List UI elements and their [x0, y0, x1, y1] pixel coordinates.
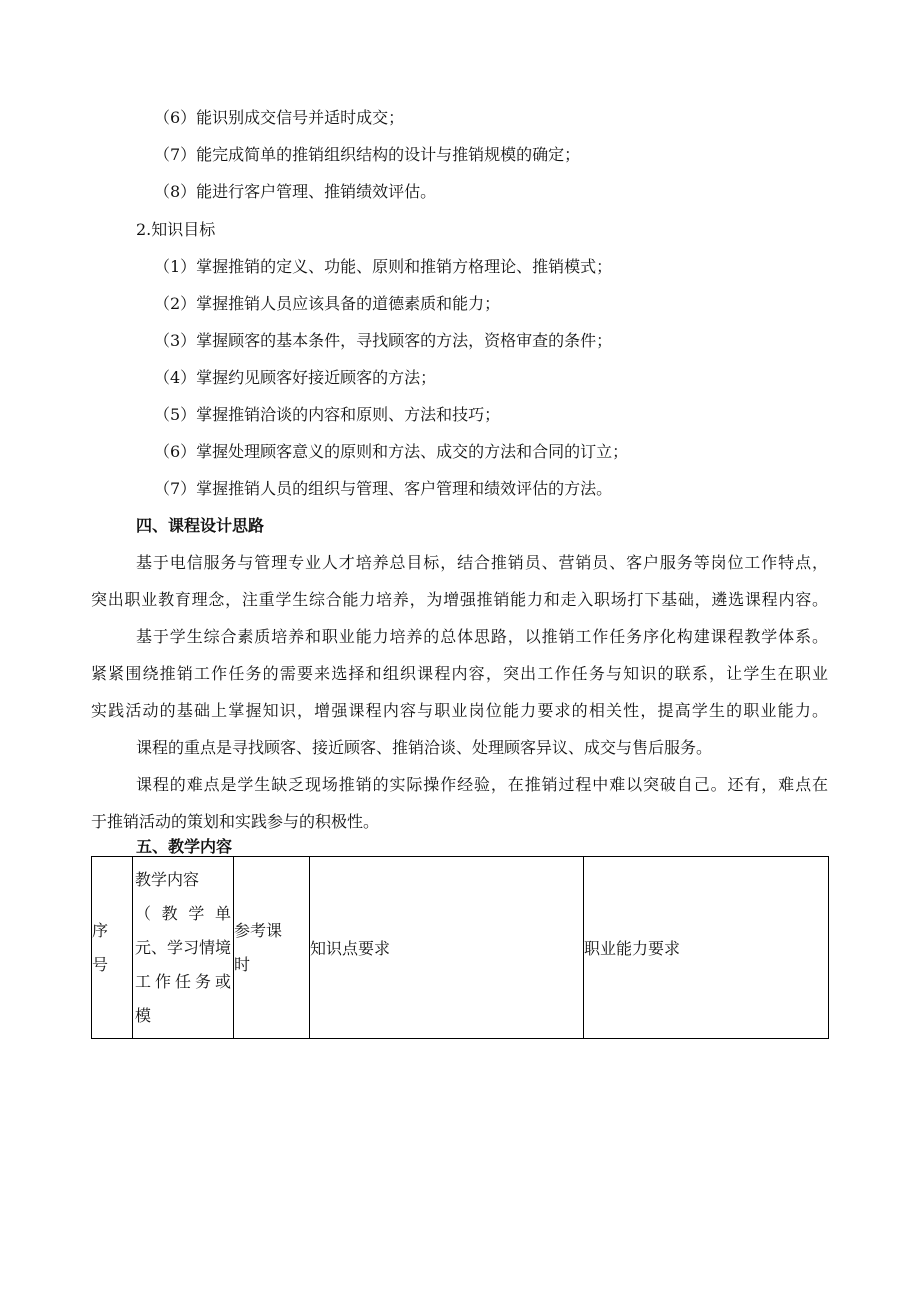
section4-p4-line2: 于推销活动的策划和实践参与的积极性。: [91, 812, 380, 831]
section4-heading: 四、课程设计思路: [136, 516, 265, 535]
section4-p2-line3: 实践活动的基础上掌握知识，增强课程内容与职业岗位能力要求的相关性，提高学生的职业能力。: [91, 701, 828, 720]
section4-p3: 课程的重点是寻找顾客、接近顾客、推销洽谈、处理顾客异议、成交与售后服务。: [136, 738, 713, 757]
header-content-line-3: 元、学习情境: [135, 937, 232, 957]
knowledge-item-3: （3）掌握顾客的基本条件，寻找顾客的方法，资格审查的条件；: [154, 331, 613, 350]
section5-heading: 五、教学内容: [136, 837, 233, 856]
section4-p1-line2: 突出职业教育理念，注重学生综合能力培养，为增强推销能力和走入职场打下基础，遴选课程内容。: [91, 590, 828, 609]
knowledge-item-2: （2）掌握推销人员应该具备的道德素质和能力；: [154, 294, 501, 313]
knowledge-item-4: （4）掌握约见顾客好接近顾客的方法；: [154, 368, 437, 387]
knowledge-item-7: （7）掌握推销人员的组织与管理、客户管理和绩效评估的方法。: [154, 479, 613, 498]
knowledge-item-1: （1）掌握推销的定义、功能、原则和推销方格理论、推销模式；: [154, 257, 613, 276]
header-content-line-1: 教学内容: [135, 869, 200, 889]
header-seq-char-2: 号: [92, 954, 109, 974]
table-header-row: [92, 857, 829, 1039]
section4-p2-line2: 紧紧围绕推销工作任务的需要来选择和组织课程内容，突出工作任务与知识的联系，让学生在职业: [91, 664, 828, 683]
section4-p1-line1: 基于电信服务与管理专业人才培养总目标，结合推销员、营销员、客户服务等岗位工作特点，: [136, 553, 828, 572]
header-knowledge: 知识点要求: [310, 857, 584, 1039]
skill-item-8: （8）能进行客户管理、推销绩效评估。: [154, 182, 437, 201]
skill-item-6: （6）能识别成交信号并适时成交；: [154, 108, 405, 127]
knowledge-item-5: （5）掌握推销洽谈的内容和原则、方法和技巧；: [154, 405, 501, 424]
header-content-line-2: （教学单: [135, 903, 231, 923]
header-hours: [234, 857, 310, 1039]
header-content-line-4: 工作任务或: [135, 971, 231, 991]
header-hours-line-1: 参考课: [234, 920, 283, 940]
header-hours-line-2: 时: [234, 954, 251, 974]
teaching-content-table: [91, 856, 829, 1039]
header-content: [133, 857, 234, 1039]
header-content-line-5: 模: [135, 1005, 152, 1025]
skill-item-7: （7）能完成简单的推销组织结构的设计与推销规模的确定；: [154, 145, 581, 164]
header-ability: 职业能力要求: [584, 857, 829, 1039]
section4-p2-line1: 基于学生综合素质培养和职业能力培养的总体思路，以推销工作任务序化构建课程教学体系。: [136, 627, 828, 646]
section4-p4-line1: 课程的难点是学生缺乏现场推销的实际操作经验，在推销过程中难以突破自己。还有，难点在: [136, 775, 828, 794]
header-seq: [92, 857, 133, 1039]
knowledge-item-6: （6）掌握处理顾客意义的原则和方法、成交的方法和合同的订立；: [154, 442, 629, 461]
header-seq-char-1: 序: [92, 920, 109, 940]
knowledge-heading: 2.知识目标: [136, 220, 216, 239]
